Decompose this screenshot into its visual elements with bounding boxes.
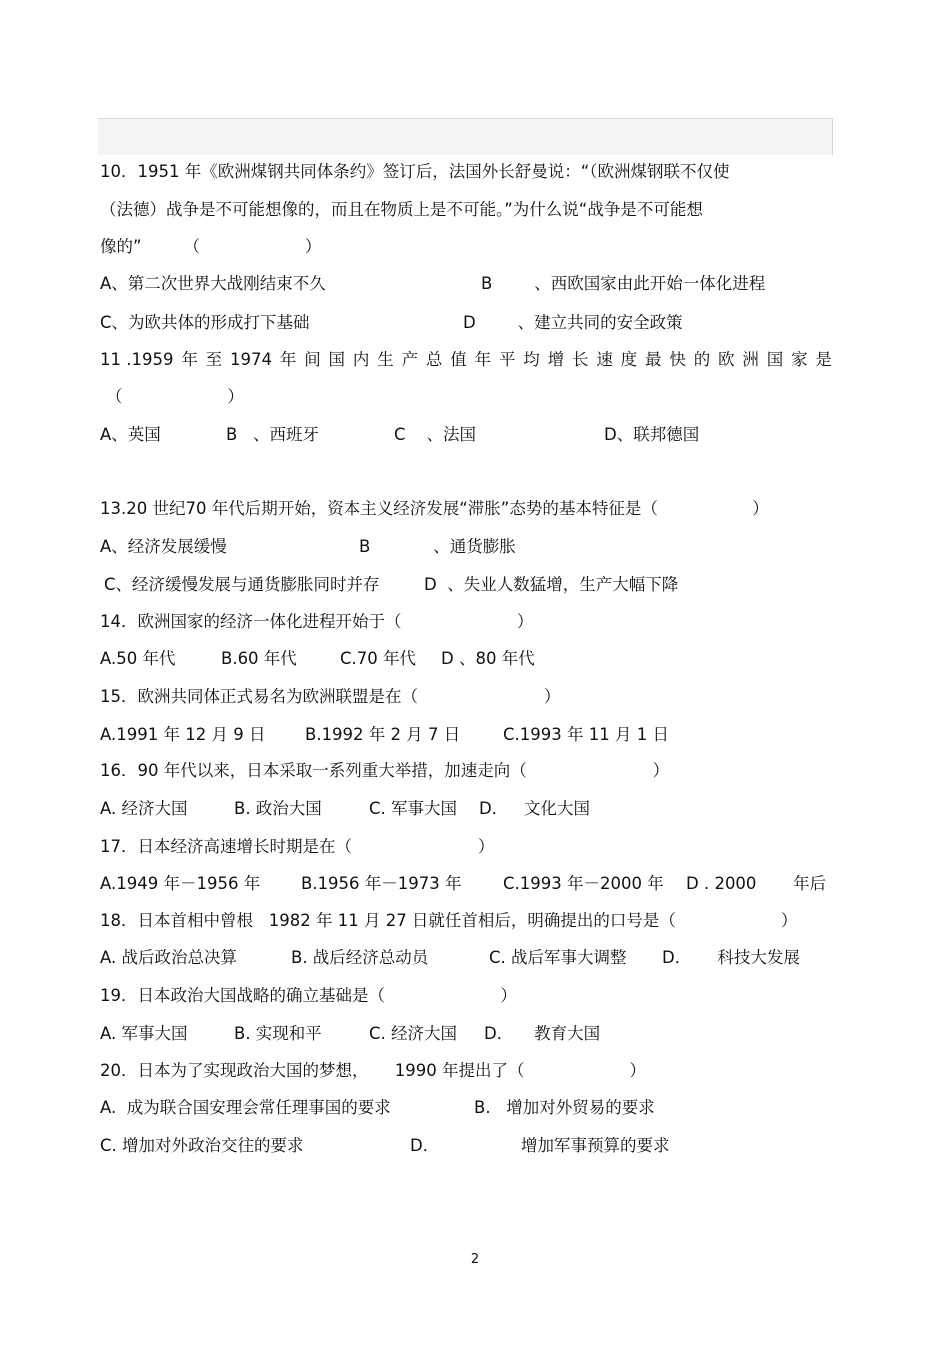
q11-word: 年 bbox=[474, 350, 492, 369]
q11-option-a: A、英国 bbox=[100, 425, 161, 444]
q11-word: 增 bbox=[547, 350, 565, 369]
q11-word: 洲 bbox=[742, 350, 759, 369]
q19-option-b: B. 实现和平 bbox=[234, 1024, 322, 1043]
q14-option-a: A.50 年代 bbox=[100, 649, 176, 668]
q10-stem-line-1: 10．1951 年《欧洲煤钢共同体条约》签订后，法国外长舒曼说：“（欧洲煤钢联不仅使 bbox=[100, 162, 730, 181]
q11-word: 的 bbox=[693, 350, 711, 369]
q19-option-a: A. 军事大国 bbox=[100, 1024, 188, 1043]
q11-word: 是 bbox=[815, 350, 832, 369]
q17-option-a: A.1949 年－1956 年 bbox=[100, 874, 261, 893]
q11-word: 度 bbox=[620, 350, 638, 369]
q11-option-b: B 、西班牙 bbox=[226, 425, 320, 444]
q11-word: 1974 bbox=[230, 350, 273, 369]
q17-option-c: C.1993 年－2000 年 bbox=[503, 874, 664, 893]
q18-option-d: D． 科技大发展 bbox=[662, 948, 800, 967]
q16-option-c: C. 军事大国 bbox=[369, 799, 458, 818]
q13-stem: 13.20 世纪70 年代后期开始，资本主义经济发展“滞胀”态势的基本特征是（ ） bbox=[100, 499, 769, 518]
q11-word: 至 bbox=[205, 350, 223, 369]
q16-option-b: B. 政治大国 bbox=[234, 799, 322, 818]
q20-stem: 20．日本为了实现政治大国的梦想， 1990 年提出了（ ） bbox=[100, 1061, 646, 1080]
q11-option-d: D、联邦德国 bbox=[604, 425, 700, 444]
q16-option-a: A. 经济大国 bbox=[100, 799, 188, 818]
q11-word: 均 bbox=[523, 350, 540, 369]
q15-option-a: A.1991 年 12 月 9 日 bbox=[100, 725, 266, 744]
q19-option-d: D． 教育大国 bbox=[484, 1024, 601, 1043]
q11-word: 生 bbox=[377, 350, 394, 369]
q17-stem: 17．日本经济高速增长时期是在（ ） bbox=[100, 837, 495, 856]
q11-stem-line-1 bbox=[100, 349, 832, 371]
q11-word: 快 bbox=[669, 350, 686, 369]
q11-word: 家 bbox=[791, 350, 808, 369]
q11-word: 年 bbox=[181, 350, 198, 369]
q11-word: 11 .1959 bbox=[100, 350, 174, 369]
q11-word: 长 bbox=[571, 350, 589, 369]
q15-stem: 15．欧洲共同体正式易名为欧洲联盟是在（ ） bbox=[100, 687, 561, 706]
q10-stem-line-3: 像的” （ ） bbox=[100, 237, 322, 256]
q20-option-b: B. 增加对外贸易的要求 bbox=[474, 1098, 655, 1117]
q14-option-d: D 、80 年代 bbox=[441, 649, 535, 668]
q15-option-c: C.1993 年 11 月 1 日 bbox=[503, 725, 669, 744]
q11-word: 值 bbox=[450, 350, 467, 369]
q19-stem: 19．日本政治大国战略的确立基础是（ ） bbox=[100, 986, 517, 1005]
q13-option-a: A、经济发展缓慢 bbox=[100, 537, 227, 556]
q11-word: 年 bbox=[279, 350, 297, 369]
q14-option-c: C.70 年代 bbox=[340, 649, 417, 668]
q18-option-a: A. 战后政治总决算 bbox=[100, 948, 237, 967]
q11-word: 国 bbox=[766, 350, 784, 369]
q13-option-c: C、经济缓慢发展与通货膨胀同时并存 bbox=[104, 575, 380, 594]
q11-option-c: C 、法国 bbox=[394, 425, 477, 444]
q11-word: 内 bbox=[352, 350, 370, 369]
q11-word: 国 bbox=[328, 350, 346, 369]
q13-option-b: B 、通货膨胀 bbox=[359, 537, 516, 556]
q20-option-d-text: 增加军事预算的要求 bbox=[521, 1136, 670, 1155]
q17-option-b: B.1956 年－1973 年 bbox=[301, 874, 462, 893]
page-number: 2 bbox=[470, 1252, 480, 1267]
q18-option-c: C. 战后军事大调整 bbox=[489, 948, 627, 967]
q14-option-b: B.60 年代 bbox=[221, 649, 297, 668]
q11-word: 平 bbox=[498, 350, 516, 369]
q16-stem: 16．90 年代以来，日本采取一系列重大举措，加速走向（ ） bbox=[100, 761, 670, 780]
q10-option-d: D 、建立共同的安全政策 bbox=[463, 313, 683, 332]
q15-option-b: B.1992 年 2 月 7 日 bbox=[305, 725, 461, 744]
q19-option-c: C. 经济大国 bbox=[369, 1024, 458, 1043]
q20-option-a: A. 成为联合国安理会常任理事国的要求 bbox=[100, 1098, 391, 1117]
q18-stem: 18．日本首相中曾根 1982 年 11 月 27 日就任首相后，明确提出的口号是（ ） bbox=[100, 911, 798, 930]
q18-option-b: B. 战后经济总动员 bbox=[291, 948, 429, 967]
q17-option-d: D . 2000 年后 bbox=[686, 874, 827, 893]
header-box bbox=[98, 118, 833, 155]
q14-stem: 14．欧洲国家的经济一体化进程开始于（ ） bbox=[100, 612, 534, 631]
q20-option-c: C. 增加对外政治交往的要求 bbox=[100, 1136, 304, 1155]
q11-word: 欧 bbox=[718, 350, 735, 369]
q10-option-c: C、为欧共体的形成打下基础 bbox=[100, 313, 310, 332]
q16-option-d: D． 文化大国 bbox=[479, 799, 590, 818]
q11-stem-line-2: （ ） bbox=[106, 387, 244, 406]
q11-word: 总 bbox=[425, 350, 443, 369]
q11-word: 最 bbox=[645, 350, 662, 369]
q10-stem-line-2: （法德）战争是不可能想像的，而且在物质上是不可能。”为什么说“战争是不可能想 bbox=[100, 200, 703, 219]
q10-option-a: A、第二次世界大战刚结束不久 bbox=[100, 274, 326, 293]
q20-option-d-letter: D． bbox=[410, 1136, 440, 1155]
q10-option-b: B 、西欧国家由此开始一体化进程 bbox=[481, 274, 766, 293]
q11-word: 间 bbox=[304, 350, 321, 369]
q11-word: 速 bbox=[596, 350, 613, 369]
q13-option-d: D 、失业人数猛增，生产大幅下降 bbox=[424, 575, 679, 594]
q11-word: 产 bbox=[401, 350, 419, 369]
